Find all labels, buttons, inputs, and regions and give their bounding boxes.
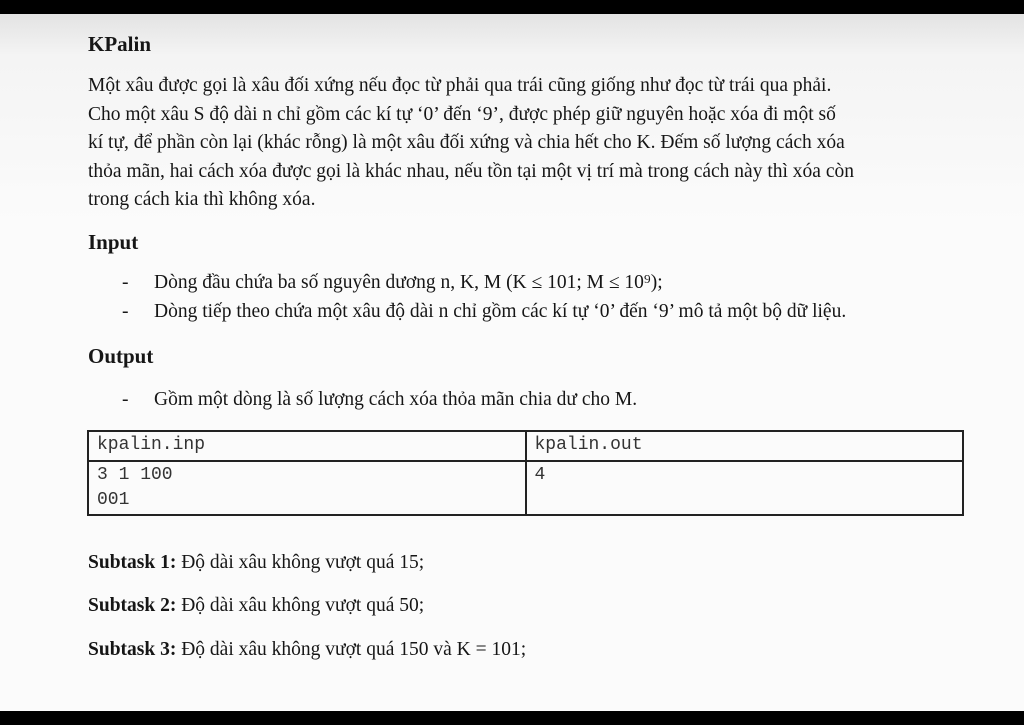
problem-title: KPalin	[88, 32, 152, 56]
problem-description	[88, 72, 968, 215]
subtask-label: Subtask 3:	[88, 639, 177, 660]
input-item-text: Dòng tiếp theo chứa một xâu độ dài n chỉ gồm các kí tự ‘0’ đến ‘9’ mô tả một bộ dữ liệu.	[154, 301, 847, 322]
sample-input-content	[88, 461, 526, 515]
description-line: thỏa mãn, hai cách xóa được gọi là khác nhau, nếu tồn tại một vị trí mà trong cách này thì xóa còn	[88, 160, 854, 182]
subtask-label: Subtask 1:	[88, 552, 177, 573]
sample-output-content	[526, 461, 964, 515]
description-line: Một xâu được gọi là xâu đối xứng nếu đọc từ phải qua trái cũng giống như đọc từ trái qua phải.	[88, 75, 832, 96]
input-item: - Dòng đầu chứa ba số nguyên dương n, K, M (K ≤ 101; M ≤ 10⁹);	[122, 272, 663, 293]
sample-output-filename: kpalin.out	[526, 431, 964, 461]
output-item: - Gồm một dòng là số lượng cách xóa thỏa mãn chia dư cho M.	[122, 389, 638, 410]
subtask-2	[88, 595, 424, 617]
description-line: Cho một xâu S độ dài n chỉ gồm các kí tự ‘0’ đến ‘9’, được phép giữ nguyên hoặc xóa đi một số	[88, 103, 836, 125]
input-item-text: Dòng đầu chứa ba số nguyên dương n, K, M (K ≤ 101; M ≤ 10⁹);	[154, 272, 663, 293]
input-heading: Input	[88, 230, 139, 254]
subtask-label: Subtask 2:	[88, 595, 177, 616]
sample-input-filename: kpalin.inp	[88, 431, 526, 461]
description-line: trong cách kia thì không xóa.	[88, 189, 316, 210]
subtask-text: Độ dài xâu không vượt quá 150 và K = 101;	[181, 639, 527, 660]
subtask-text: Độ dài xâu không vượt quá 50;	[181, 595, 425, 616]
subtask-text: Độ dài xâu không vượt quá 15;	[181, 552, 425, 573]
description-line: kí tự, để phần còn lại (khác rỗng) là một xâu đối xứng và chia hết cho K. Đếm số lượng cách xóa	[88, 132, 845, 153]
subtask-1	[88, 552, 424, 574]
sample-input-line: 001	[97, 490, 130, 510]
sample-output-line: 4	[534, 465, 546, 485]
sample-table	[87, 430, 964, 516]
sample-input-line: 3 1 100	[97, 465, 173, 485]
input-item: - Dòng tiếp theo chứa một xâu độ dài n chỉ gồm các kí tự ‘0’ đến ‘9’ mô tả một bộ dữ liệu.	[122, 301, 847, 322]
sample-body-row	[88, 461, 963, 515]
output-item-text: Gồm một dòng là số lượng cách xóa thỏa mãn chia dư cho M.	[154, 389, 638, 410]
subtask-3	[88, 639, 526, 661]
output-heading: Output	[88, 344, 154, 368]
document-page	[0, 14, 1024, 711]
sample-header-row	[88, 431, 963, 461]
